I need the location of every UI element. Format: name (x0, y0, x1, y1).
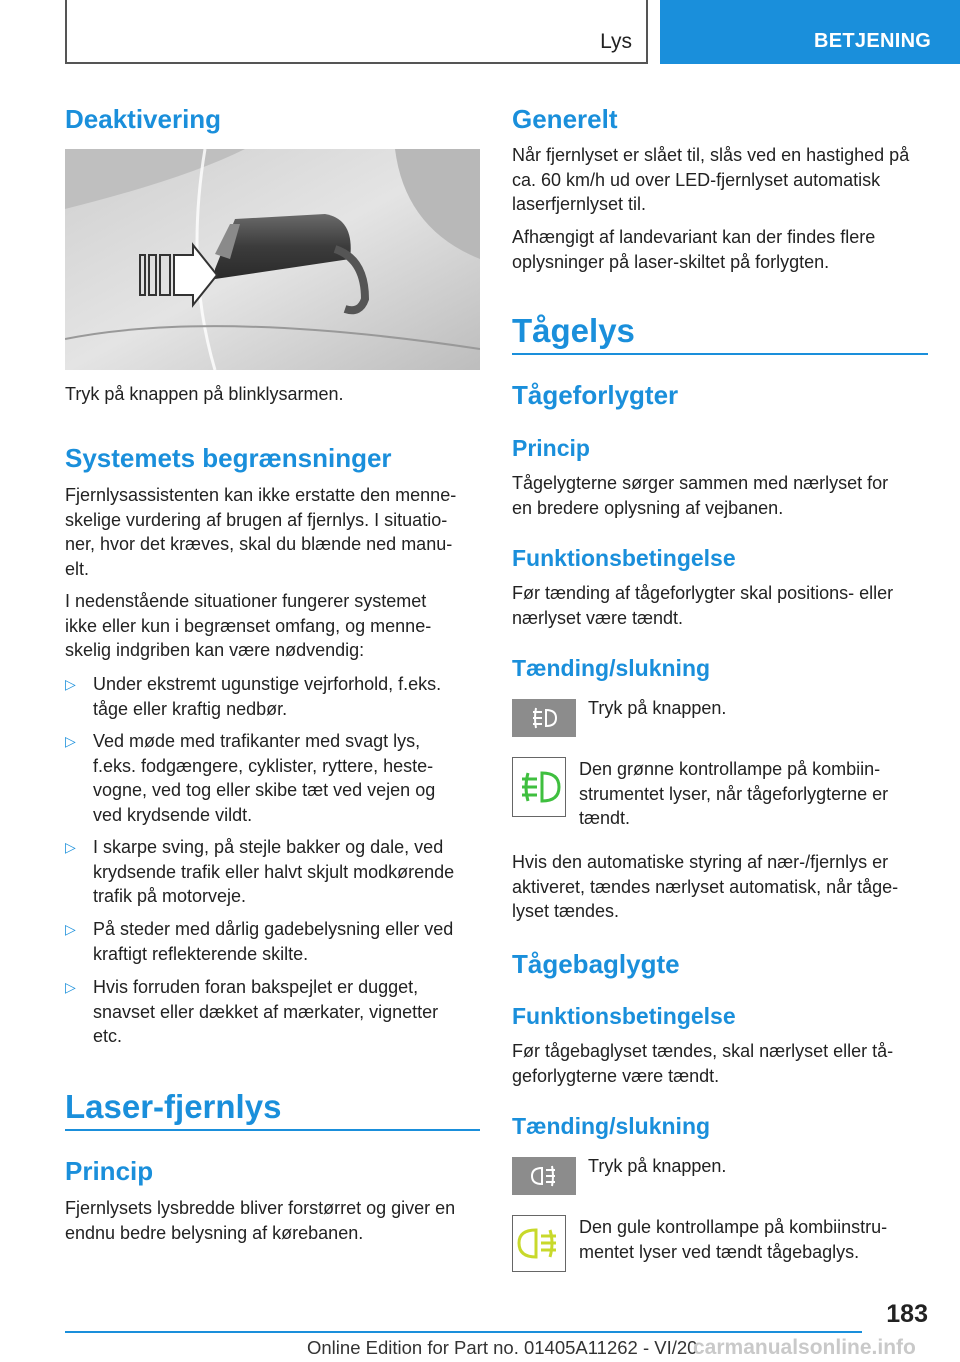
chapter-title: Lys (600, 30, 632, 53)
heading-taagebaglygte: Tågebaglygte (512, 949, 680, 979)
section-divider (65, 1129, 480, 1131)
text-line: mentet lyser ved tændt tågebaglys. (579, 1241, 860, 1262)
image-caption: Tryk på knappen på blinklysarmen. (65, 384, 344, 404)
text-line: laserfjernlyset til. (512, 194, 647, 214)
automatic-paragraph (512, 850, 932, 924)
limits-paragraph-2 (65, 589, 485, 663)
heading-princip-laser: Princip (65, 1156, 154, 1186)
heading-taagelys: Tågelys (512, 312, 635, 349)
text-line: Fjernlysassistenten kan ikke erstatte den menne- (65, 485, 457, 505)
heading-princip: Princip (512, 435, 590, 461)
funktionsbetingelse-1-paragraph (512, 581, 932, 630)
text-line: geforlygterne være tændt. (512, 1065, 720, 1086)
stalk-button-image (65, 149, 480, 370)
text-line: ikke eller kun i begrænset omfang, og menne- (65, 615, 432, 636)
text-line: tændt. (579, 808, 631, 828)
triangle-bullet-icon: ▷ (65, 839, 76, 855)
text-line: I nedenstående situationer fungerer systemet (65, 591, 427, 611)
text-line: etc. (93, 1026, 123, 1046)
text-line: Tågelygterne sørger sammen med nærlyset for (512, 473, 889, 493)
generelt-paragraph-1 (512, 143, 932, 217)
text-line: skelig indgriben kan være nødvendig: (65, 640, 365, 660)
taending-1-instruction: Tryk på knappen. (588, 698, 727, 718)
text-line: Hvis den automatiske styring af nær-/fjernlys er (512, 852, 889, 872)
text-line: Ved møde med trafikanter med svagt lys, (93, 731, 421, 751)
text-line: strumentet lyser, når tågeforlygterne er (579, 783, 889, 804)
rear-fog-indicator-icon (512, 1215, 566, 1272)
text-line: krydsende trafik eller halvt skjult modkørende (93, 861, 455, 882)
princip-paragraph (512, 471, 932, 520)
text-line: f.eks. fodgængere, cyklister, ryttere, heste- (93, 755, 434, 776)
text-line: kraftigt reflekterende skilte. (93, 943, 309, 964)
text-line: Når fjernlyset er slået til, slås ved en hastighed på (512, 145, 910, 165)
heading-taageforlygter: Tågeforlygter (512, 380, 679, 410)
triangle-bullet-icon: ▷ (65, 979, 76, 995)
text-line: Fjernlysets lysbredde bliver forstørret og giver en (65, 1198, 456, 1218)
section-title: BETJENING (814, 30, 932, 52)
edition-text: Online Edition for Part no. 01405A11262 - VI/20 (307, 1337, 698, 1358)
watermark: carmanualsonline.info (693, 1336, 916, 1359)
footer-divider (65, 1331, 862, 1333)
limits-paragraph-1 (65, 483, 485, 581)
section-divider (512, 353, 928, 355)
heading-generelt: Generelt (512, 104, 618, 134)
heading-systemets-begraensninger: Systemets begrænsninger (65, 443, 392, 473)
section-tab (660, 0, 960, 64)
text-line: elt. (65, 558, 90, 579)
text-line: Under ekstremt ugunstige vejrforhold, f.eks. (93, 674, 442, 694)
text-line: en bredere oplysning af vejbanen. (512, 497, 784, 518)
generelt-paragraph-2 (512, 225, 932, 274)
heading-funktionsbetingelse-2: Funktionsbetingelse (512, 1003, 736, 1029)
triangle-bullet-icon: ▷ (65, 733, 76, 749)
text-line: tåge eller kraftig nedbør. (93, 698, 288, 719)
page-number: 183 (886, 1300, 928, 1328)
header-chapter-box (65, 0, 648, 64)
heading-taending-slukning-2: Tænding/slukning (512, 1113, 711, 1139)
princip-laser-paragraph (65, 1196, 485, 1245)
taending-2-instruction: Tryk på knappen. (588, 1156, 727, 1176)
text-line: skelige vurdering af brugen af fjernlys. I situatio- (65, 509, 448, 530)
text-line: På steder med dårlig gadebelysning eller ved (93, 919, 454, 939)
text-line: Før tænding af tågeforlygter skal positions- eller (512, 583, 894, 603)
triangle-bullet-icon: ▷ (65, 676, 76, 692)
text-line: snavset eller dækket af mærkater, vignetter (93, 1001, 439, 1022)
yellow-lamp-description (579, 1215, 939, 1264)
text-line: oplysninger på laser-skiltet på forlygten. (512, 251, 830, 272)
heading-funktionsbetingelse-1: Funktionsbetingelse (512, 545, 736, 571)
text-line: aktiveret, tændes nærlyset automatisk, når tåge- (512, 876, 899, 897)
text-line: ner, hvor det kræves, skal du blænde ned manu- (65, 534, 453, 554)
front-fog-button-icon (512, 699, 576, 737)
text-line: ved krydsende vildt. (93, 804, 253, 825)
text-line: Den gule kontrollampe på kombiinstru- (579, 1217, 888, 1237)
text-line: ca. 60 km/h ud over LED-fjernlyset automatisk (512, 169, 881, 190)
triangle-bullet-icon: ▷ (65, 921, 76, 937)
text-line: vogne, ved tog eller skibe tæt ved vejen og (93, 780, 436, 800)
text-line: trafik på motorveje. (93, 886, 247, 906)
text-line: I skarpe sving, på stejle bakker og dale, ved (93, 837, 444, 857)
text-line: endnu bedre belysning af kørebanen. (65, 1222, 364, 1243)
funktionsbetingelse-2-paragraph (512, 1039, 932, 1088)
stalk-button-illustration (65, 149, 480, 370)
green-lamp-description (579, 757, 939, 831)
text-line: Før tågebaglyset tændes, skal nærlyset eller tå- (512, 1041, 894, 1061)
text-line: nærlyset være tændt. (512, 607, 684, 628)
text-line: Afhængigt af landevariant kan der findes flere (512, 227, 876, 247)
rear-fog-button-icon (512, 1157, 576, 1195)
text-line: Den grønne kontrollampe på kombiin- (579, 759, 881, 779)
heading-laser-fjernlys: Laser-fjernlys (65, 1088, 282, 1125)
heading-deaktivering: Deaktivering (65, 104, 222, 134)
text-line: lyset tændes. (512, 901, 620, 921)
heading-taending-slukning-1: Tænding/slukning (512, 655, 711, 681)
text-line: Hvis forruden foran bakspejlet er dugget, (93, 977, 419, 997)
front-fog-indicator-icon (512, 757, 566, 817)
